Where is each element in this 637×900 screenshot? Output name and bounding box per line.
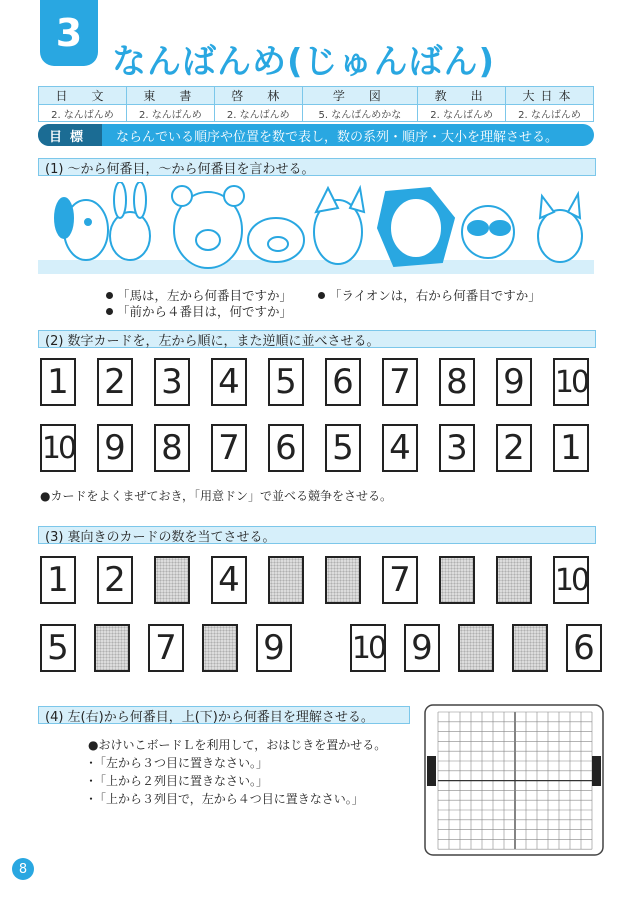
question-lion <box>318 286 541 304</box>
board-handle-right <box>592 756 601 786</box>
number-card: 9 <box>256 624 292 672</box>
guess-card-row-1 <box>40 556 589 604</box>
number-card: 4 <box>382 424 418 472</box>
question-fourth <box>106 302 292 320</box>
number-card: 6 <box>566 624 602 672</box>
number-card: 2 <box>496 424 532 472</box>
number-card: 9 <box>404 624 440 672</box>
animals-illustration <box>38 182 594 274</box>
number-card: 3 <box>439 424 475 472</box>
number-card: 6 <box>325 358 361 406</box>
section4-line: ･「左から３つ目に置きなさい。」 <box>88 756 269 770</box>
bullet-icon <box>106 308 113 315</box>
publisher-name: 啓 林 <box>214 87 302 105</box>
face-down-card <box>512 624 548 672</box>
number-card: 10 <box>40 424 76 472</box>
number-card: 7 <box>211 424 247 472</box>
publisher-name: 東 書 <box>126 87 214 105</box>
number-card: 7 <box>148 624 184 672</box>
face-down-card <box>268 556 304 604</box>
unit-number-badge: 3 <box>40 0 98 66</box>
face-down-card <box>458 624 494 672</box>
publisher-unit: 2. なんばんめ <box>126 105 214 122</box>
goal-label: 目標 <box>38 124 102 146</box>
number-card: 6 <box>268 424 304 472</box>
question-text: 「前から４番目は，何ですか」 <box>117 304 293 319</box>
number-card: 8 <box>439 358 475 406</box>
goal-text: ならんでいる順序や位置を数で表し，数の系列・順序・大小を理解させる。 <box>116 129 559 145</box>
section2-note: ●カードをよくまぜておき，「用意ドン」で並べる競争をさせる。 <box>40 489 392 503</box>
bullet-icon <box>318 292 325 299</box>
number-card: 1 <box>40 358 76 406</box>
number-card: 3 <box>154 358 190 406</box>
number-card: 7 <box>382 358 418 406</box>
goal-bar <box>38 124 594 146</box>
number-card: 10 <box>553 358 589 406</box>
publisher-table <box>38 86 594 122</box>
question-text: 「馬は，左から何番目ですか」 <box>117 288 293 303</box>
publisher-name: 大日本 <box>506 87 594 105</box>
number-card: 1 <box>40 556 76 604</box>
question-text: 「ライオンは，右から何番目ですか」 <box>329 288 541 303</box>
number-card: 5 <box>325 424 361 472</box>
number-card: 9 <box>97 424 133 472</box>
publisher-unit: 2. なんばんめ <box>418 105 506 122</box>
publisher-name: 日 文 <box>39 87 127 105</box>
publisher-unit: 2. なんばんめ <box>39 105 127 122</box>
section4-line: ●おけいこボードＬを利用して，おはじきを置かせる。 <box>88 738 387 752</box>
face-down-card <box>439 556 475 604</box>
section3-heading: (3) 裏向きのカードの数を当てさせる。 <box>38 526 596 544</box>
section2-heading: (2) 数字カードを，左から順に，また逆順に並べさせる。 <box>38 330 596 348</box>
section4-heading: (4) 左(右)から何番目，上(下)から何番目を理解させる。 <box>38 706 410 724</box>
face-down-card <box>154 556 190 604</box>
publisher-name: 教 出 <box>418 87 506 105</box>
page-title: なんばんめ(じゅんばん) <box>112 42 496 82</box>
guess-card-row-2-left <box>40 624 292 672</box>
card-row-ascending <box>40 358 589 406</box>
face-down-card <box>94 624 130 672</box>
publisher-unit: 2. なんばんめ <box>506 105 594 122</box>
face-down-card <box>325 556 361 604</box>
page-number: 8 <box>12 858 34 880</box>
face-down-card <box>202 624 238 672</box>
publisher-name: 学 図 <box>302 87 417 105</box>
number-card: 2 <box>97 556 133 604</box>
board-handle-left <box>427 756 436 786</box>
bullet-icon <box>106 292 113 299</box>
number-card: 8 <box>154 424 190 472</box>
number-card: 2 <box>97 358 133 406</box>
practice-board-grid <box>424 704 604 856</box>
publisher-unit: 2. なんばんめ <box>214 105 302 122</box>
number-card: 1 <box>553 424 589 472</box>
section4-line: ･「上から２列目に置きなさい。」 <box>88 774 269 788</box>
number-card: 7 <box>382 556 418 604</box>
number-card: 10 <box>350 624 386 672</box>
number-card: 9 <box>496 358 532 406</box>
number-card: 4 <box>211 358 247 406</box>
face-down-card <box>496 556 532 604</box>
card-row-descending <box>40 424 589 472</box>
section4-line: ･「上から３列目で，左から４つ目に置きなさい。」 <box>88 792 364 806</box>
number-card: 5 <box>40 624 76 672</box>
guess-card-row-2-right <box>350 624 602 672</box>
number-card: 4 <box>211 556 247 604</box>
number-card: 5 <box>268 358 304 406</box>
section1-heading: (1) ～から何番目，～から何番目を言わせる。 <box>38 158 596 176</box>
publisher-unit: 5. なんばんめかな <box>302 105 417 122</box>
number-card: 10 <box>553 556 589 604</box>
